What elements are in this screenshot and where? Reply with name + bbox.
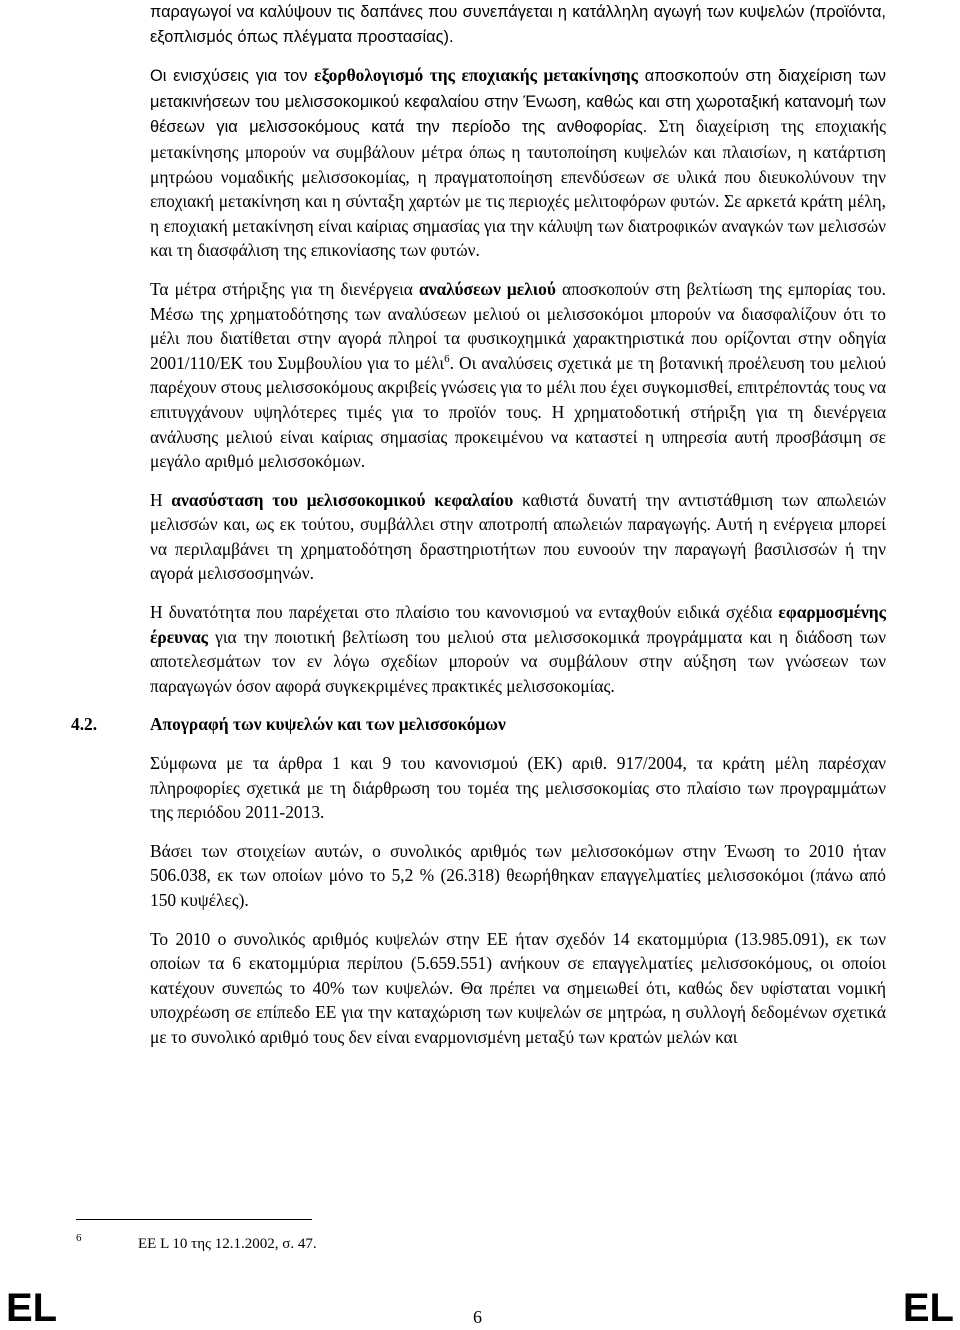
paragraph-text: . Οι αναλύσεις σχετικά με τη βοτανική προέλευση του μελιού παρέχουν στους μελισσοκόμους ακριβείς γνώσεις για το μέλι που έχει συγκομισθεί, επιτρέποντάς τους να επιτυγχάνουν υψηλότερες τιμές για το προϊόν τους. xyxy=(150,352,886,422)
paragraph-transhumance xyxy=(150,63,886,263)
section-number: 4.2. xyxy=(71,714,98,735)
paragraph-text: Σύμφωνα με τα άρθρα 1 και 9 του κανονισμού (ΕΚ) αριθ. 917/2004, τα κράτη μέλη παρέσχαν πληροφορίες σχετικά με τη διάρθρωση του τομέα της μελισσοκομίας στο πλαίσιο των προγραμμάτων της περιόδου 2011-2013. xyxy=(150,753,886,823)
section-heading xyxy=(71,712,886,737)
emphasis-transhumance: εξορθολογισμό της εποχιακής μετακίνησης xyxy=(314,65,638,86)
paragraph-text: Βάσει των στοιχείων αυτών, ο συνολικός αριθμός των μελισσοκόμων στην Ένωση το 2010 ήταν 506.038, εκ των οποίων μόνο το 5,2 % (26.318) θεωρήθηκαν επαγγελματίες μελισσοκόμοι (πάνω από 150 κυψέλες). xyxy=(150,840,886,910)
paragraph-text: αποσκοπούν στη βελτίωση της εμπορίας του. xyxy=(555,278,887,299)
paragraph-restocking xyxy=(150,488,886,586)
paragraph-text: Η xyxy=(150,489,172,510)
paragraph-text: Οι ενισχύσεις για τον xyxy=(150,67,315,86)
paragraph-text: για την ποιοτική βελτίωση του μελιού στα μελισσοκομικά προγράμματα και η διάδοση των αποτελεσμάτων τον εν λόγω σχεδίων μπορούν να συμβάλουν στην αύξηση των γνώσεων των παραγωγών όσον αφορά συγκεκριμένες πρακτικές μελισσοκομίας. xyxy=(150,626,886,696)
footnote-reference: 6 xyxy=(444,352,450,365)
paragraph-text: Τα μέτρα στήριξης για τη διενέργεια xyxy=(150,278,419,299)
section-title: Απογραφή των κυψελών και των μελισσοκόμων xyxy=(150,714,506,735)
paragraph-text: παραγωγοί να καλύψουν τις δαπάνες που συνεπάγεται η κατάλληλη αγωγή των κυψελών (προϊόντα, εξοπλισμός όπως πλέγματα προστασίας). xyxy=(150,3,886,46)
paragraph-text: Σε αρκετά κράτη μέλη, η εποχιακή μετακίνηση είναι καίριας σημασίας για την κάλυψη των διατροφικών αναγκών των μελισσών και τη διασφάλιση της επικονίασης των φυτών. xyxy=(150,191,886,261)
paragraph-text: Το 2010 ο συνολικός αριθμός κυψελών στην ΕΕ ήταν σχεδόν 14 εκατομμύρια (13.985.091), εκ των οποίων τα 6 εκατομμύρια περίπου (5.659.551) ανήκουν σε επαγγελματίες μελισσοκόμους, οι οποίοι κατέχουν συνεπώς το 40% των κυψελών. Θα πρέπει να σημειωθεί ότι, καθώς δεν υφίσταται νομική υποχρέωση σε επίπεδο ΕΕ για την καταχώριση των κυψελών σε μητρώα, η συλλογή δεδομένων σχετικά με το συνολικό αριθμό τους δεν είναι εναρμονισμένη μεταξύ των κρατών μελών και xyxy=(150,928,886,1047)
paragraph-hive-treatment xyxy=(150,0,886,49)
paragraph-honey-analysis xyxy=(150,277,886,474)
footnote-text: ΕΕ L 10 της 12.1.2002, σ. 47. xyxy=(138,1236,317,1252)
emphasis-applied-research: εφαρμοσμένης έρευνας xyxy=(150,602,886,647)
paragraph-text: Αυτή η ενέργεια μπορεί να περιλαμβάνει τη χρηματοδότηση δραστηριοτήτων που ευνοούν την παραγωγή βασιλισσών ή την αγορά μελισσοσμηνών. xyxy=(150,514,886,584)
paragraph-text: Μέσω της χρηματοδότησης των αναλύσεων μελιού οι μελισσοκόμοι μπορούν να διασφαλίζουν ότι το μέλι που διατίθεται στην αγορά πληροί τα φυσικοχημικά χαρακτηριστικά που ορίζονται στην οδηγία 2001/110/ΕΚ του Συμβουλίου για το μέλι xyxy=(150,303,886,373)
paragraph-text: Η χρηματοδοτική στήριξη για τη διενέργεια ανάλυσης μελιού είναι καίριας σημασίας προκειμένου να καταστεί η υπηρεσία αυτή προσβάσιμη σε μεγάλο αριθμό μελισσοκόμων. xyxy=(150,401,887,472)
emphasis-honey-analysis: αναλύσεων μελιού xyxy=(418,278,556,299)
paragraph-text: καθιστά δυνατή την αντιστάθμιση των απωλειών μελισσών και, ως εκ τούτου, συμβάλλει στην αποτροπή απωλειών παραγωγής. xyxy=(150,489,886,535)
paragraph-beekeeper-count xyxy=(150,839,886,913)
paragraph-applied-research xyxy=(150,600,886,698)
document-body xyxy=(71,0,887,1050)
footnote-separator xyxy=(76,1219,312,1220)
page-number: 6 xyxy=(473,1307,482,1327)
footnote-number: 6 xyxy=(76,1232,82,1244)
paragraph-text: αποσκοπούν στη διαχείριση των μετακινήσεων του μελισσοκομικού κεφαλαίου στην Ένωση, καθώς και στη χωροταξική κατανομή των θέσεων για μελισσοκόμους κατά την περίοδο της ανθοφορίας. xyxy=(150,67,887,137)
paragraph-text: Η δυνατότητα που παρέχεται στο πλαίσιο του κανονισμού να ενταχθούν ειδικά σχέδια xyxy=(150,602,779,623)
paragraph-hive-count xyxy=(150,927,886,1050)
language-code-left: EL xyxy=(6,1286,58,1330)
paragraph-structure-info xyxy=(150,751,886,825)
paragraph-text: Στη διαχείριση της εποχιακής μετακίνησης μπορούν να συμβάλουν μέτρα όπως η ταυτοποίηση κυψελών και πλαισίων, η κατάρτιση μητρώου νομαδικής μελισσοκομίας, η πραγματοποίηση επενδύσεων σε υλικά που διευκολύνουν την εποχιακή μετακίνηση και η σύνταξη χαρτών με τις περιοχές μελιτοφόρων φυτών. xyxy=(150,116,887,212)
language-code-right: EL xyxy=(902,1286,954,1330)
emphasis-restocking: ανασύσταση του μελισσοκομικού κεφαλαίου xyxy=(171,489,514,510)
